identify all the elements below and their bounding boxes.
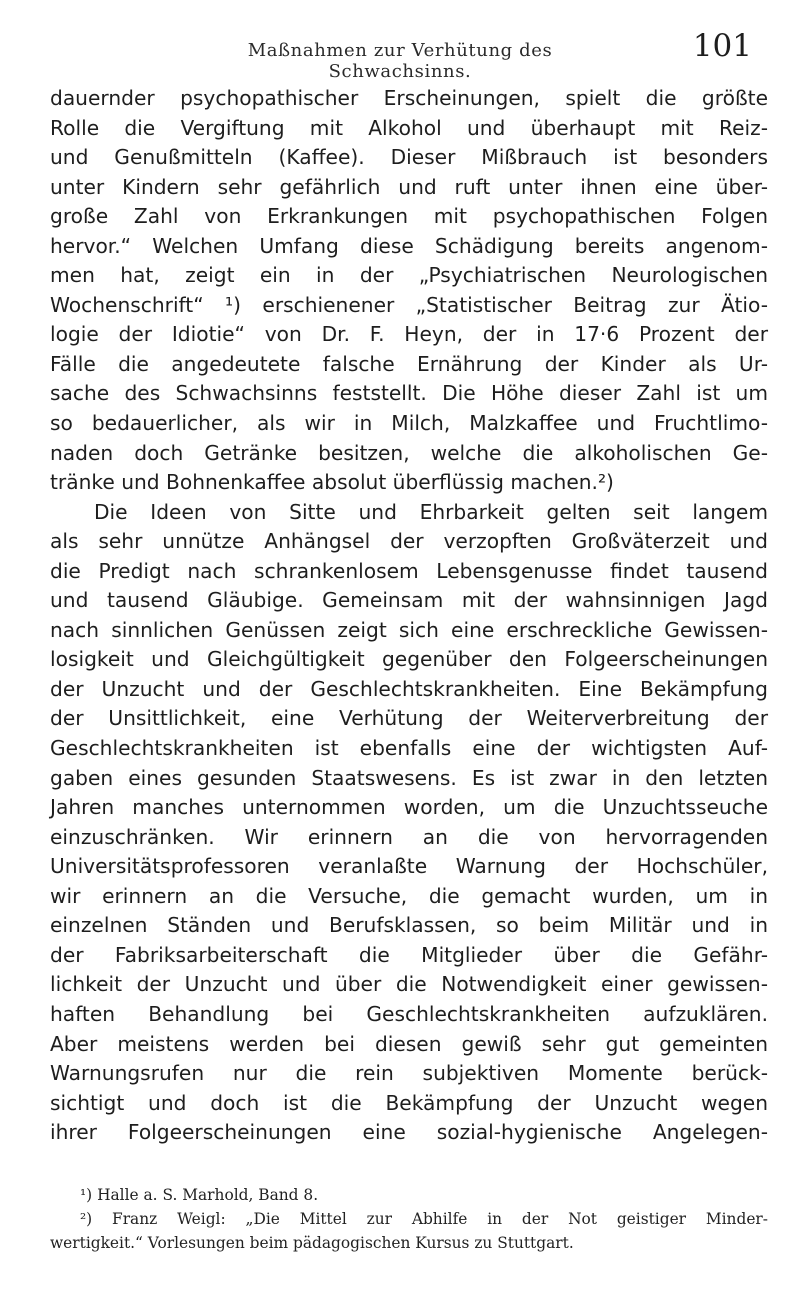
text-line: der Fabriksarbeiterschaft die Mitglieder über die Gefähr- xyxy=(50,942,768,967)
text-line: ihrer Folgeerscheinungen eine sozial-hygienische Angelegen- xyxy=(50,1120,768,1145)
text-line: Universitätsprofessoren veranlaßte Warnung der Hochschüler, xyxy=(50,854,768,879)
text-line: Rolle die Vergiftung mit Alkohol und überhaupt mit Reiz- xyxy=(50,115,768,140)
text-line: haften Behandlung bei Geschlechtskrankheiten aufzuklären. xyxy=(50,1001,768,1026)
text-line: Jahren manches unternommen worden, um die Unzuchtsseuche xyxy=(50,795,768,820)
text-line: Geschlechtskrankheiten ist ebenfalls eine der wichtigsten Auf- xyxy=(50,736,768,761)
text-line: naden doch Getränke besitzen, welche die alkoholischen Ge- xyxy=(50,440,768,465)
text-line: wir erinnern an die Versuche, die gemacht wurden, um in xyxy=(50,883,768,908)
text-line: die Predigt nach schrankenlosem Lebensgenusse findet tausend xyxy=(50,558,768,583)
text-line: große Zahl von Erkrankungen mit psychopathischen Folgen xyxy=(50,204,768,229)
paragraph-start-line: Die Ideen von Sitte und Ehrbarkeit gelten seit langem xyxy=(94,499,768,524)
footnote-line: ¹) Halle a. S. Marhold, Band 8. xyxy=(80,1186,319,1204)
text-line: einzelnen Ständen und Berufsklassen, so beim Militär und in xyxy=(50,913,768,938)
text-line: als sehr unnütze Anhängsel der verzopften Großväterzeit und xyxy=(50,529,768,554)
text-line: Fälle die angedeutete falsche Ernährung der Kinder als Ur- xyxy=(50,351,768,376)
text-line: dauernder psychopathischer Erscheinungen, spielt die größte xyxy=(50,86,768,110)
page-number: 101 xyxy=(692,28,752,64)
text-line: sache des Schwachsinns feststellt. Die Höhe dieser Zahl ist um xyxy=(50,381,768,406)
body-text xyxy=(50,84,768,1148)
text-line: nach sinnlichen Genüssen zeigt sich eine erschreckliche Gewissen- xyxy=(50,617,768,642)
text-line: Wochenschrift“ ¹) erschienener „Statistischer Beitrag zur Ätio- xyxy=(50,292,768,317)
text-line: und Genußmitteln (Kaffee). Dieser Mißbrauch ist besonders xyxy=(50,145,768,170)
footnote-line: wertigkeit.“ Vorlesungen beim pädagogischen Kursus zu Stuttgart. xyxy=(50,1234,574,1252)
text-line: einzuschränken. Wir erinnern an die von hervorragenden xyxy=(50,824,768,849)
text-line: Aber meistens werden bei diesen gewiß sehr gut gemeinten xyxy=(50,1031,768,1056)
text-line: tränke und Bohnenkaffee absolut überflüssig machen.²) xyxy=(50,470,614,495)
running-title: Maßnahmen zur Verhütung des Schwachsinns. xyxy=(247,40,553,82)
text-line: der Unzucht und der Geschlechtskrankheiten. Eine Bekämpfung xyxy=(50,676,768,701)
text-line: logie der Idiotie“ von Dr. F. Heyn, der in 17·6 Prozent der xyxy=(50,322,768,347)
text-line: Warnungsrufen nur die rein subjektiven Momente berück- xyxy=(50,1061,768,1086)
footnote-2 xyxy=(50,1207,768,1255)
text-line: losigkeit und Gleichgültigkeit gegenüber den Folgeerscheinungen xyxy=(50,647,768,672)
text-line: sichtigt und doch ist die Bekämpfung der Unzucht wegen xyxy=(50,1090,768,1115)
text-line: lichkeit der Unzucht und über die Notwendigkeit einer gewissen- xyxy=(50,972,768,997)
text-line: unter Kindern sehr gefährlich und ruft unter ihnen eine über- xyxy=(50,174,768,199)
text-line: der Unsittlichkeit, eine Verhütung der Weiterverbreitung der xyxy=(50,706,768,731)
footnote-1 xyxy=(50,1183,768,1207)
footnote-line: ²) Franz Weigl: „Die Mittel zur Abhilfe in der Not geistiger Minder- xyxy=(80,1210,768,1228)
text-line: so bedauerlicher, als wir in Milch, Malzkaffee und Fruchtlimo- xyxy=(50,411,768,436)
text-line: hervor.“ Welchen Umfang diese Schädigung bereits angenom- xyxy=(50,233,768,258)
text-line: men hat, zeigt ein in der „Psychiatrischen Neurologischen xyxy=(50,263,768,288)
footnotes xyxy=(50,1183,768,1255)
text-line: gaben eines gesunden Staatswesens. Es ist zwar in den letzten xyxy=(50,765,768,790)
text-line: und tausend Gläubige. Gemeinsam mit der wahnsinnigen Jagd xyxy=(50,588,768,613)
